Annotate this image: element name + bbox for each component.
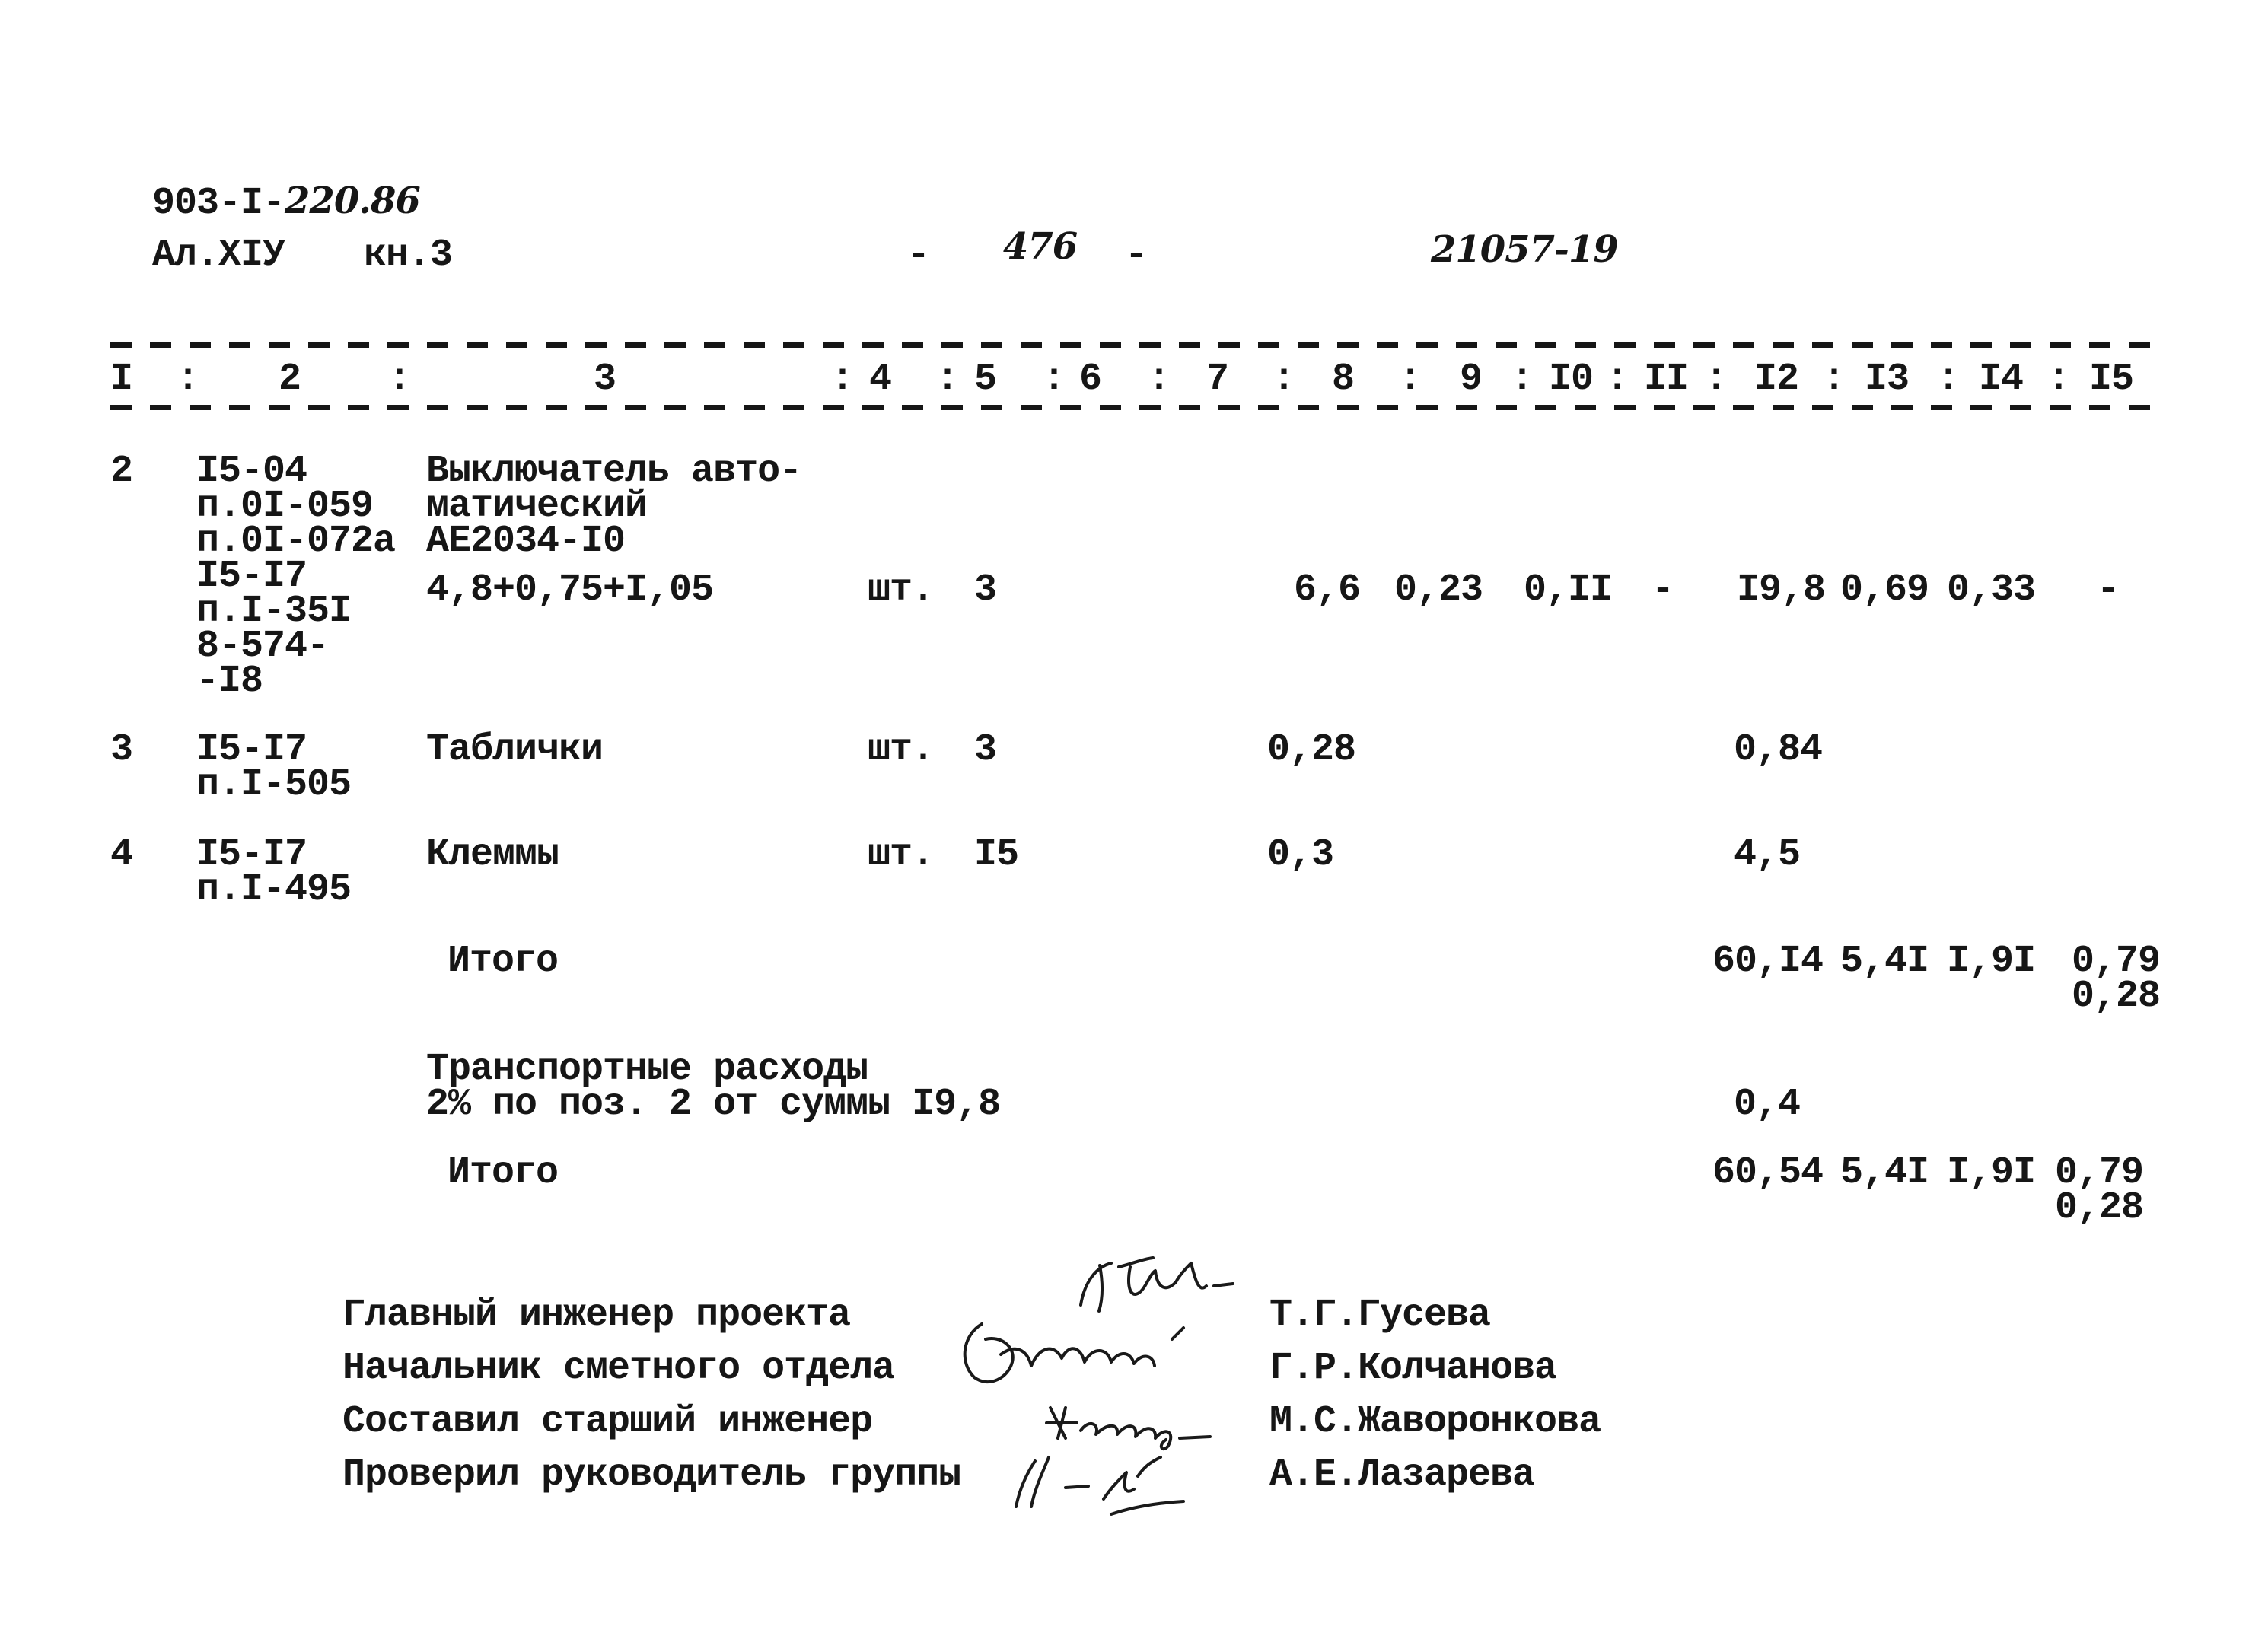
row-col12: 4,5 <box>1734 833 1801 877</box>
row-col13: 0,69 <box>1840 568 1929 612</box>
page-dash-left: - <box>907 234 930 277</box>
row-col14: 0,33 <box>1947 568 2036 612</box>
row-code: п.I-495 <box>196 868 352 912</box>
row-code: I5-04 <box>196 450 307 493</box>
row-col10: 0,II <box>1524 568 1613 612</box>
column-separator: : <box>1937 358 1960 401</box>
row-quantity: 3 <box>974 728 997 772</box>
total-col14: I,9I <box>1947 940 2036 983</box>
total-col12: 60,54 <box>1712 1151 1824 1195</box>
row-code: I5-I7 <box>196 833 307 877</box>
row-number: 4 <box>110 833 133 877</box>
column-header-7: 7 <box>1206 358 1229 401</box>
row-quantity: I5 <box>974 833 1019 877</box>
column-separator: : <box>1705 358 1728 401</box>
total-col15-bottom: 0,28 <box>2072 975 2161 1018</box>
row-description: АЕ2034-I0 <box>426 520 626 563</box>
signatory-name: А.Е.Лазарева <box>1269 1453 1535 1497</box>
document-code-handwritten: 220.86 <box>285 180 420 222</box>
column-separator: : <box>1043 358 1066 401</box>
column-separator: : <box>1148 358 1171 401</box>
row-col11: - <box>1652 568 1674 612</box>
row-col15: - <box>2097 568 2120 612</box>
total-col14: I,9I <box>1947 1151 2036 1195</box>
signatory-name: М.С.Жаворонкова <box>1269 1400 1601 1443</box>
inventory-number: 21057-19 <box>1431 228 1618 271</box>
row-code: п.0I-072а <box>196 520 396 563</box>
column-separator: : <box>936 358 959 401</box>
document-code <box>152 180 420 225</box>
row-description: матический <box>426 485 648 528</box>
transport-label: Транспортные расходы <box>426 1048 868 1091</box>
column-header-4: 4 <box>869 358 892 401</box>
row-col8: 0,3 <box>1267 833 1334 877</box>
total-label: Итого <box>448 940 559 983</box>
column-separator: : <box>1399 358 1422 401</box>
row-unit: шт. <box>868 833 935 877</box>
column-header-2: 2 <box>279 358 301 401</box>
column-header-3: 3 <box>594 358 616 401</box>
total-col15-top: 0,79 <box>2055 1151 2144 1195</box>
row-code: I5-I7 <box>196 728 307 772</box>
column-separator: : <box>388 358 411 401</box>
signatory-role: Главный инженер проекта <box>342 1294 851 1337</box>
signatory-name: Г.Р.Колчанова <box>1269 1347 1557 1390</box>
row-unit: шт. <box>868 728 935 772</box>
signatory-role: Начальник сметного отдела <box>342 1347 895 1390</box>
page-dash-right: - <box>1125 234 1148 277</box>
column-separator: : <box>1273 358 1295 401</box>
row-quantity: 3 <box>974 568 997 612</box>
column-header-10: I0 <box>1549 358 1594 401</box>
column-separator: : <box>831 358 854 401</box>
row-col9: 0,23 <box>1394 568 1483 612</box>
row-code: п.0I-059 <box>196 485 374 528</box>
total-col13: 5,4I <box>1840 940 1929 983</box>
album-label: Ал.XIУ <box>152 234 285 277</box>
table-top-rule <box>110 342 2165 348</box>
total-col15-top: 0,79 <box>2072 940 2161 983</box>
column-header-12: I2 <box>1754 358 1799 401</box>
total-col15-bottom: 0,28 <box>2055 1186 2144 1230</box>
column-header-6: 6 <box>1079 358 1102 401</box>
transport-basis: 2% по поз. 2 от суммы I9,8 <box>426 1083 1001 1126</box>
total-col13: 5,4I <box>1840 1151 1929 1195</box>
row-code: п.I-35I <box>196 590 352 633</box>
transport-col12: 0,4 <box>1734 1083 1801 1126</box>
total-label: Итого <box>448 1151 559 1195</box>
row-col12: I9,8 <box>1737 568 1826 612</box>
row-description: Выключатель авто- <box>426 450 802 493</box>
row-code: п.I-505 <box>196 763 352 807</box>
row-col8: 6,6 <box>1294 568 1361 612</box>
column-separator: : <box>1823 358 1846 401</box>
column-separator: : <box>1606 358 1629 401</box>
row-number: 2 <box>110 450 133 493</box>
column-separator: : <box>2047 358 2070 401</box>
column-separator: : <box>1511 358 1534 401</box>
table-header-rule <box>110 405 2165 410</box>
handwritten-signature <box>955 1309 1214 1393</box>
total-col12: 60,I4 <box>1712 940 1824 983</box>
column-header-14: I4 <box>1979 358 2024 401</box>
document-code-prefix: 903-I- <box>152 182 285 225</box>
handwritten-signature <box>989 1442 1202 1526</box>
book-label: кн.3 <box>364 234 453 277</box>
column-header-5: 5 <box>974 358 997 401</box>
row-code: 8-574- <box>196 625 330 668</box>
column-header-9: 9 <box>1460 358 1483 401</box>
column-separator: : <box>177 358 199 401</box>
signatory-name: Т.Г.Гусева <box>1269 1294 1491 1337</box>
row-description: 4,8+0,75+I,05 <box>426 568 714 612</box>
row-unit: шт. <box>868 568 935 612</box>
column-header-15: I5 <box>2089 358 2134 401</box>
row-description: Клеммы <box>426 833 559 877</box>
row-code: I5-I7 <box>196 555 307 598</box>
row-number: 3 <box>110 728 133 772</box>
signatory-role: Составил старший инженер <box>342 1400 873 1443</box>
column-header-8: 8 <box>1332 358 1355 401</box>
row-description: Таблички <box>426 728 604 772</box>
page-number: 476 <box>1003 225 1078 268</box>
row-col12: 0,84 <box>1734 728 1823 772</box>
signatory-role: Проверил руководитель группы <box>342 1453 961 1497</box>
row-col8: 0,28 <box>1267 728 1356 772</box>
row-code: -I8 <box>196 660 263 703</box>
column-header-11: II <box>1644 358 1689 401</box>
column-header-13: I3 <box>1865 358 1910 401</box>
column-header-1: I <box>110 358 133 401</box>
